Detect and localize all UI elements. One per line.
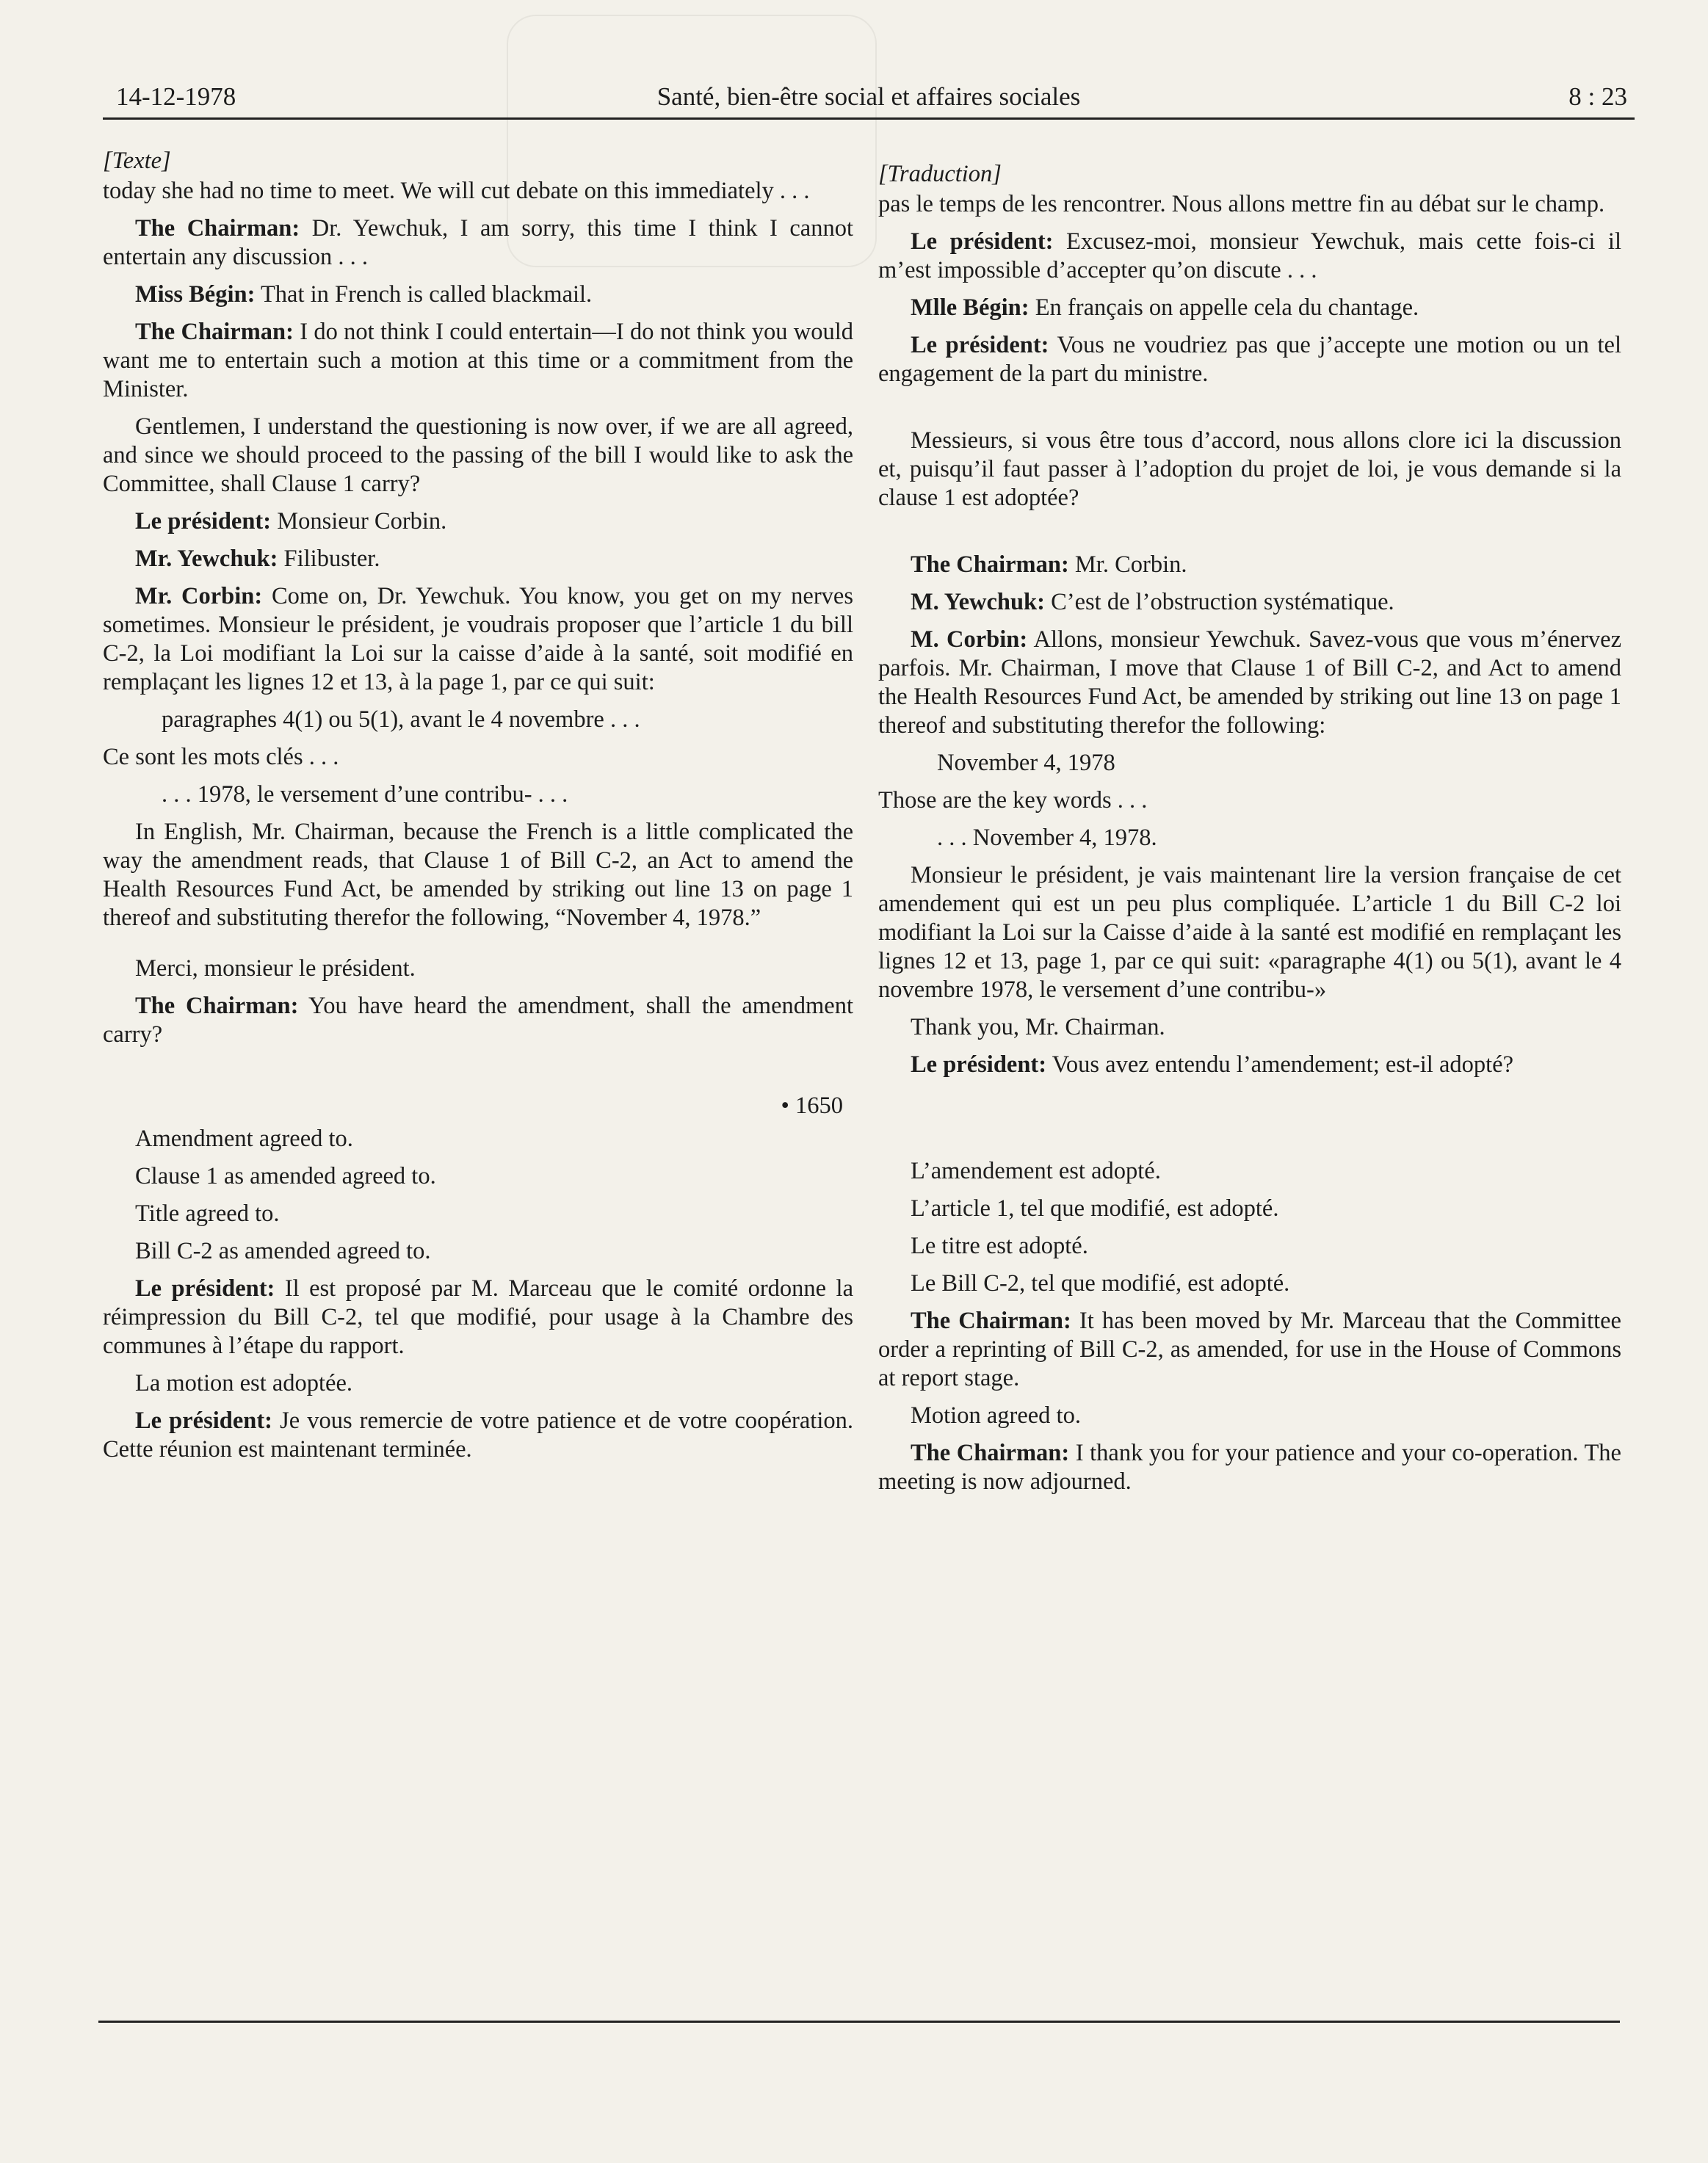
header-page-number: 8 : 23 [1568,82,1627,111]
result-line: L’article 1, tel que modifié, est adopté. [911,1195,1279,1222]
spacer [878,521,1621,551]
paragraph: In English, Mr. Chairman, because the French is a little complicated the way the amendment reads, that Clause 1 of Bill C-2, an Act to amend the Health Resources Fund Act, be amended by striking out line 13 on page 1 thereof and substituting therefor the following, “November 4, 1978.” [103,819,853,931]
speech-paragraph [878,228,1621,285]
speech-paragraph [878,1051,1621,1079]
paragraph: Monsieur le président, je vais maintenant lire la version française de cet amendement qui est un peu plus compliquée. L’article 1 du Bill C-2 loi modifiant la Loi sur la Caisse d’aide à la santé est modifié en remplaçant les lignes 12 et 13, page 1, par ce qui suit: «paragraphe 4(1) ou 5(1), avant le 4 novembre 1978, le versement d’une contribu-» [878,862,1621,1003]
speech-paragraph [878,1307,1621,1393]
speaker-name: Le président: [135,1407,272,1434]
speech-text: It has been moved by Mr. Marceau that the Committee order a reprinting of Bill C-2, as amended, for use in the House of Commons at report stage. [878,1308,1621,1391]
paragraph: today she had no time to meet. We will cut debate on this immediately . . . [103,178,810,204]
speech-text: Monsieur Corbin. [271,508,447,535]
quoted-text: November 4, 1978 [937,750,1115,776]
speaker-name: The Chairman: [135,319,294,345]
speech-text: Je vous remercie de votre patience et de votre coopération. Cette réunion est maintenant terminée. [103,1407,853,1463]
speaker-name: Mr. Corbin: [135,583,263,609]
speaker-name: Le président: [135,1275,275,1302]
speaker-name: Le président: [135,508,272,535]
speech-paragraph [878,588,1621,617]
result-line: Le Bill C-2, tel que modifié, est adopté. [911,1270,1290,1297]
quoted-text: . . . 1978, le versement d’une contribu- . . . [162,781,568,808]
speech-paragraph [103,582,853,697]
speech-text: Il est proposé par M. Marceau que le comité ordonne la réimpression du Bill C-2, tel que modifié, pour usage à la Chambre des communes à l’étape du rapport. [103,1275,853,1359]
speech-text: Dr. Yewchuk, I am sorry, this time I think I cannot entertain any discussion . . . [103,215,853,270]
spacer [103,941,853,954]
speech-text: Vous avez entendu l’amendement; est-il adopté? [1046,1051,1514,1078]
paragraph: Thank you, Mr. Chairman. [911,1014,1165,1040]
speaker-name: Le président: [911,332,1049,358]
speech-paragraph [878,551,1621,579]
result-line: L’amendement est adopté. [911,1158,1161,1184]
result-line: Le titre est adopté. [911,1233,1088,1259]
speech-text: That in French is called blackmail. [255,281,593,308]
speaker-name: Miss Bégin: [135,281,256,308]
speech-paragraph [878,294,1621,322]
speech-text: I thank you for your patience and your co-operation. The meeting is now adjourned. [878,1440,1621,1495]
quoted-text: . . . November 4, 1978. [937,825,1157,851]
result-line: La motion est adoptée. [135,1370,353,1396]
speech-paragraph [103,992,853,1049]
speaker-name: M. Corbin: [911,626,1028,653]
speech-paragraph [103,1275,853,1361]
speaker-name: Le président: [911,228,1054,255]
paragraph: Gentlemen, I understand the questioning is now over, if we are all agreed, and since we should proceed to the passing of the bill I would like to ask the Committee, shall Clause 1 carry? [103,413,853,497]
speech-paragraph [103,507,853,536]
speech-text: C’est de l’obstruction systématique. [1044,589,1394,615]
speaker-name: The Chairman: [911,1440,1070,1466]
speaker-name: Le président: [911,1051,1047,1078]
speaker-name: Mlle Bégin: [911,294,1029,321]
speech-text: Vous ne voudriez pas que j’accepte une motion ou un tel engagement de la part du ministre. [878,332,1621,387]
header-date: 14-12-1978 [116,82,236,111]
time-marker: • 1650 [781,1093,843,1119]
header-title: Santé, bien-être social et affaires sociales [656,82,1081,111]
paragraph: Those are the key words . . . [878,787,1148,814]
spacer [878,1088,1621,1157]
speaker-name: The Chairman: [911,551,1069,578]
result-line: Clause 1 as amended agreed to. [135,1163,436,1189]
speech-paragraph [878,1439,1621,1496]
speech-paragraph [878,331,1621,388]
speaker-name: The Chairman: [135,993,299,1019]
speech-paragraph [103,545,853,573]
result-line: Motion agreed to. [911,1402,1081,1429]
speaker-name: Mr. Yewchuk: [135,546,278,572]
paragraph: Merci, monsieur le président. [135,955,416,982]
result-line: Bill C-2 as amended agreed to. [135,1238,431,1264]
speech-text: Excusez-moi, monsieur Yewchuk, mais cette fois-ci il m’est impossible d’accepter qu’on discute . . . [878,228,1621,283]
speech-text: Filibuster. [278,546,380,572]
paragraph: pas le temps de les rencontrer. Nous allons mettre fin au débat sur le champ. [878,191,1605,217]
speech-text: Mr. Corbin. [1068,551,1187,578]
result-line: Title agreed to. [135,1200,280,1227]
left-column [103,147,853,1473]
speech-paragraph [103,1407,853,1464]
spacer [878,397,1621,427]
speaker-name: The Chairman: [911,1308,1071,1334]
section-label: [Traduction] [878,161,1002,187]
speech-paragraph [878,626,1621,740]
bottom-rule [98,2021,1620,2023]
paragraph: Ce sont les mots clés . . . [103,744,339,770]
paragraph: Messieurs, si vous être tous d’accord, nous allons clore ici la discussion et, puisqu’il faut passer à l’adoption du projet de loi, je vous demande si la clause 1 est adoptée? [878,427,1621,511]
speech-text: I do not think I could entertain—I do not think you would want me to entertain such a motion at this time or a commitment from the Minister. [103,319,853,402]
page-header [103,76,1635,120]
speech-paragraph [103,318,853,404]
quoted-text: paragraphes 4(1) ou 5(1), avant le 4 novembre . . . [162,706,640,733]
speaker-name: The Chairman: [135,215,300,242]
speech-text: En français on appelle cela du chantage. [1029,294,1419,321]
speech-paragraph [103,280,853,309]
speech-text: You have heard the amendment, shall the amendment carry? [103,993,853,1048]
speech-paragraph [103,214,853,272]
speaker-name: M. Yewchuk: [911,589,1045,615]
result-line: Amendment agreed to. [135,1126,353,1152]
section-label: [Texte] [103,148,171,174]
speech-text: Allons, monsieur Yewchuk. Savez-vous que vous m’énervez parfois. Mr. Chairman, I move that Clause 1 of Bill C-2, and Act to amend the Health Resources Fund Act, be amended by striking out line 13 on page 1 thereof and substituting therefor the following: [878,626,1621,739]
speech-text: Come on, Dr. Yewchuk. You know, you get on my nerves sometimes. Monsieur le président, je voudrais proposer que l’article 1 du bill C-2, la Loi modifiant la Loi sur la caisse d’aide à la santé, soit modifié en remplaçant les lignes 12 et 13, à la page 1, par ce qui suit: [103,583,854,695]
right-column [878,160,1621,1505]
